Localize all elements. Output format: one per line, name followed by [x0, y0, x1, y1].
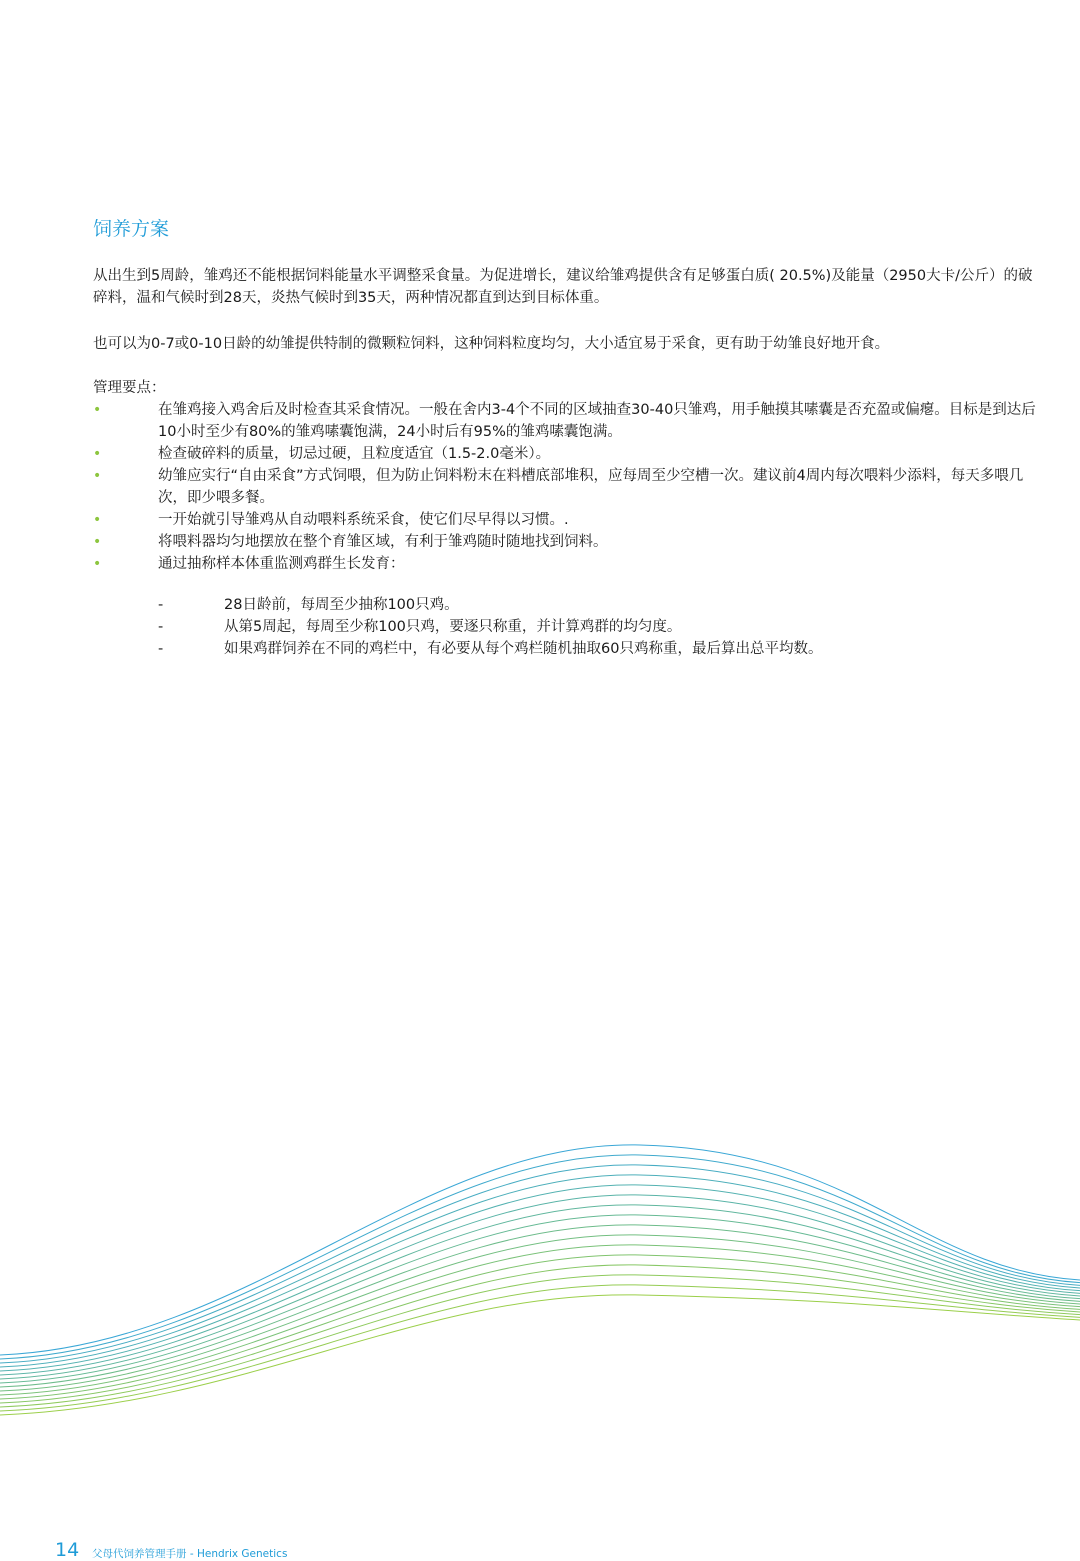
sub-item-text: 如果鸡群饲养在不同的鸡栏中，有必要从每个鸡栏随机抽取60只鸡称重，最后算出总平均数。 — [224, 641, 823, 657]
bullet-text: 一开始就引导雏鸡从自动喂料系统采食，使它们尽早得以习惯。. — [158, 512, 569, 528]
wave-line — [0, 1235, 1080, 1391]
dash-icon: - — [158, 641, 164, 657]
decorative-wave-graphic — [0, 1130, 1080, 1430]
list-item — [93, 531, 1043, 553]
wave-line — [0, 1225, 1080, 1387]
wave-line — [0, 1195, 1080, 1375]
sub-item-text: 从第5周起，每周至少称100只鸡，要逐只称重，并计算鸡群的均匀度。 — [224, 619, 682, 635]
dash-icon: - — [158, 619, 164, 635]
list-item — [93, 465, 1043, 509]
bullet-text: 检查破碎料的质量，切忌过硬，且粒度适宜（1.5-2.0毫米）。 — [158, 446, 551, 462]
list-item — [158, 616, 1038, 638]
section-title: 饲养方案 — [93, 218, 170, 240]
bullet-icon: • — [93, 534, 102, 550]
list-item — [93, 443, 1043, 465]
bullet-icon: • — [93, 512, 102, 528]
page-number: 14 — [55, 1539, 80, 1561]
bullet-text: 将喂料器均匀地摆放在整个育雏区域，有利于雏鸡随时随地找到饲料。 — [158, 534, 608, 550]
wave-line — [0, 1215, 1080, 1383]
list-item — [93, 399, 1043, 443]
wave-line — [0, 1245, 1080, 1395]
wave-line — [0, 1185, 1080, 1371]
management-label: 管理要点： — [93, 380, 166, 396]
bullet-text: 在雏鸡接入鸡舍后及时检查其采食情况。一般在舍内3-4个不同的区域抽查30-40只雏鸡，用手触摸其嗉囊是否充盈或偏瘪。目标是到达后10小时至少有80%的雏鸡嗉囊饱满，24小时后有95%的雏鸡嗉囊饱满。 — [158, 402, 1036, 440]
list-item — [93, 553, 1043, 575]
bullet-icon: • — [93, 556, 102, 572]
bullet-icon: • — [93, 468, 102, 484]
wave-line — [0, 1295, 1080, 1415]
wave-line — [0, 1285, 1080, 1411]
bullet-icon: • — [93, 402, 102, 418]
sub-item-text: 28日龄前，每周至少抽称100只鸡。 — [224, 597, 459, 613]
management-bullet-list — [93, 399, 1043, 575]
bullet-text: 幼雏应实行“自由采食”方式饲喂，但为防止饲料粉末在料槽底部堆积，应每周至少空槽一次。建议前4周内每次喂料少添料，每天多喂几次，即少喂多餐。 — [158, 468, 1024, 506]
weighing-sub-list — [158, 594, 1038, 660]
dash-icon: - — [158, 597, 164, 613]
bullet-icon: • — [93, 446, 102, 462]
footer-title: 父母代饲养管理手册 - Hendrix Genetics — [92, 1548, 288, 1560]
paragraph-micro-pellet: 也可以为0-7或0-10日龄的幼雏提供特制的微颗粒饲料，这种饲料粒度均匀，大小适宜易于采食，更有助于幼雏良好地开食。 — [93, 336, 890, 352]
list-item — [158, 638, 1038, 660]
list-item — [158, 594, 1038, 616]
bullet-text: 通过抽称样本体重监测鸡群生长发育： — [158, 556, 405, 572]
list-item — [93, 509, 1043, 531]
paragraph-feeding-intro: 从出生到5周龄，雏鸡还不能根据饲料能量水平调整采食量。为促进增长，建议给雏鸡提供含有足够蛋白质( 20.5%)及能量（2950大卡/公斤）的破碎料，温和气候时到28天，炎热气候时到35天，两种情况都直到达到目标体重。 — [93, 268, 1033, 306]
wave-line — [0, 1265, 1080, 1403]
